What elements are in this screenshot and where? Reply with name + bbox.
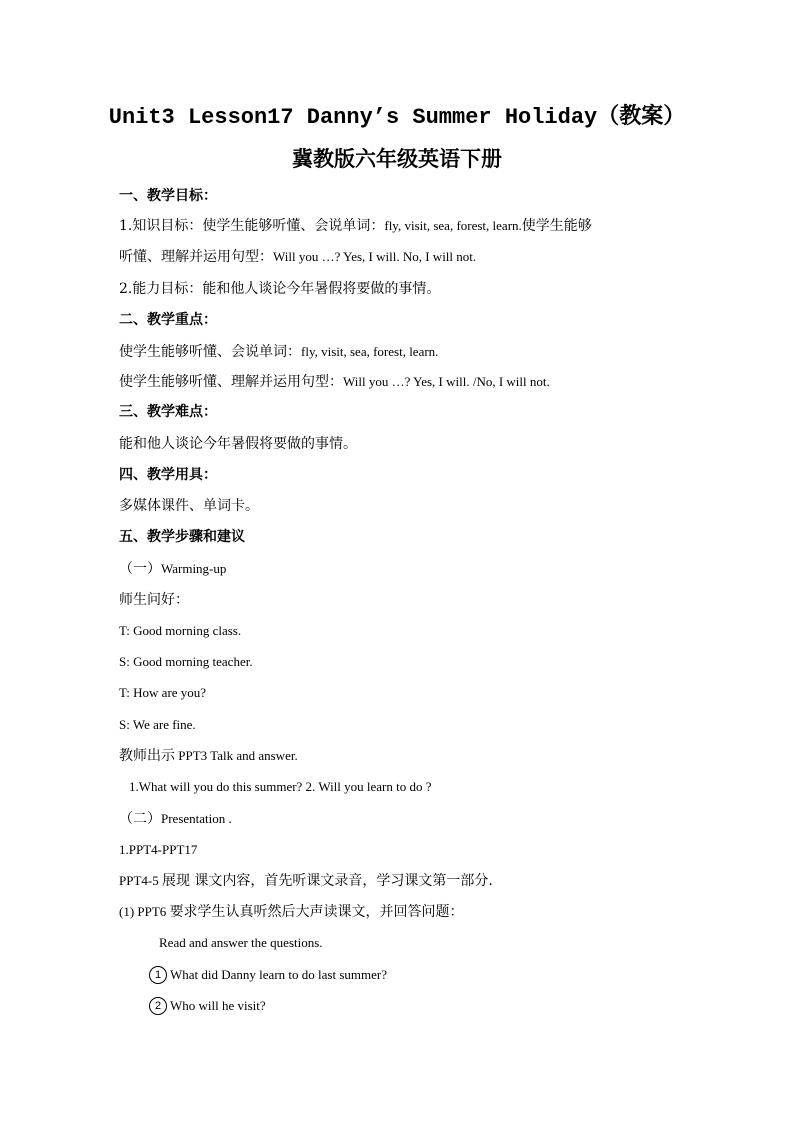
text-segment: (1) PPT6 <box>119 904 170 919</box>
text-segment: Will you …? Yes, I will. /No, I will not. <box>343 374 550 389</box>
section-heading-key-points: 二、教学重点： <box>119 312 217 328</box>
subheading-warming-up <box>119 557 226 581</box>
section-heading-difficulties: 三、教学难点： <box>119 404 217 420</box>
section-heading-steps: 五、教学步骤和建议 <box>119 529 245 545</box>
text-segment: 1.知识目标：使学生能够听懂、会说单词： <box>119 218 385 234</box>
text-segment: 展现 课文内容，首先听课文录音，学习课文第一部分. <box>161 873 493 889</box>
text-segment: Presentation . <box>161 811 232 826</box>
paragraph-key-words <box>119 340 438 364</box>
text-segment: Warming-up <box>161 561 227 576</box>
paragraph-sentence-patterns <box>119 245 476 269</box>
circled-number: 2 <box>149 997 167 1015</box>
dialogue-line: T: How are you? <box>119 685 207 700</box>
text-segment: 使学生能够听懂、会说单词： <box>119 344 301 360</box>
dialogue-line: T: Good morning class. <box>119 623 242 638</box>
paragraph-ppt6 <box>119 900 464 924</box>
dialogue-line: S: We are fine. <box>119 717 196 732</box>
paragraph-read-and-answer: Read and answer the questions. <box>159 935 323 950</box>
dialogue-line: S: Good morning teacher. <box>119 654 253 669</box>
text-segment: Will you …? Yes, I will. No, I will not. <box>273 249 477 264</box>
paragraph-materials: 多媒体课件、单词卡。 <box>119 498 259 514</box>
document-title-line-1: Unit3 Lesson17 Danny’s Summer Holiday（教案） <box>108 105 686 130</box>
paragraph-ppt4-5 <box>119 869 493 893</box>
paragraph-ppt3 <box>119 744 298 768</box>
text-segment: （一） <box>119 561 161 577</box>
paragraph-difficulties: 能和他人谈论今年暑假将要做的事情。 <box>119 436 357 452</box>
text-segment: 使学生能够听懂、理解并运用句型： <box>119 374 343 390</box>
text-segment: 听懂、理解并运用句型： <box>119 249 273 265</box>
text-segment: PPT3 Talk and answer. <box>175 748 298 763</box>
text-segment: （二） <box>119 811 161 827</box>
question-text: Who will he visit? <box>170 998 266 1013</box>
text-segment: 要求学生认真听然后大声读课文，并回答问题： <box>169 904 464 920</box>
section-heading-materials: 四、教学用具： <box>119 467 217 483</box>
paragraph-questions: 1.What will you do this summer? 2. Will you learn to do ? <box>129 779 432 794</box>
circled-number: 1 <box>149 966 167 984</box>
paragraph-greeting: 师生问好： <box>119 592 189 608</box>
subheading-presentation <box>119 807 232 831</box>
question-item <box>149 994 266 1018</box>
paragraph-ppt-range: 1.PPT4-PPT17 <box>119 842 198 857</box>
paragraph-ability-objective: 2.能力目标：能和他人谈论今年暑假将要做的事情。 <box>119 281 441 297</box>
question-item <box>149 963 387 987</box>
text-segment: fly, visit, sea, forest, learn. <box>301 344 439 359</box>
document-title-line-2: 冀教版六年级英语下册 <box>292 146 502 171</box>
paragraph-knowledge-objective <box>119 214 592 238</box>
question-text: What did Danny learn to do last summer? <box>170 967 387 982</box>
text-segment: PPT4-5 <box>119 873 162 888</box>
text-segment: fly, visit, sea, forest, learn. <box>384 218 522 233</box>
paragraph-key-patterns <box>119 370 550 394</box>
text-segment: 使学生能够 <box>521 218 592 234</box>
section-heading-objectives: 一、教学目标： <box>119 188 217 204</box>
text-segment: 教师出示 <box>119 748 175 764</box>
